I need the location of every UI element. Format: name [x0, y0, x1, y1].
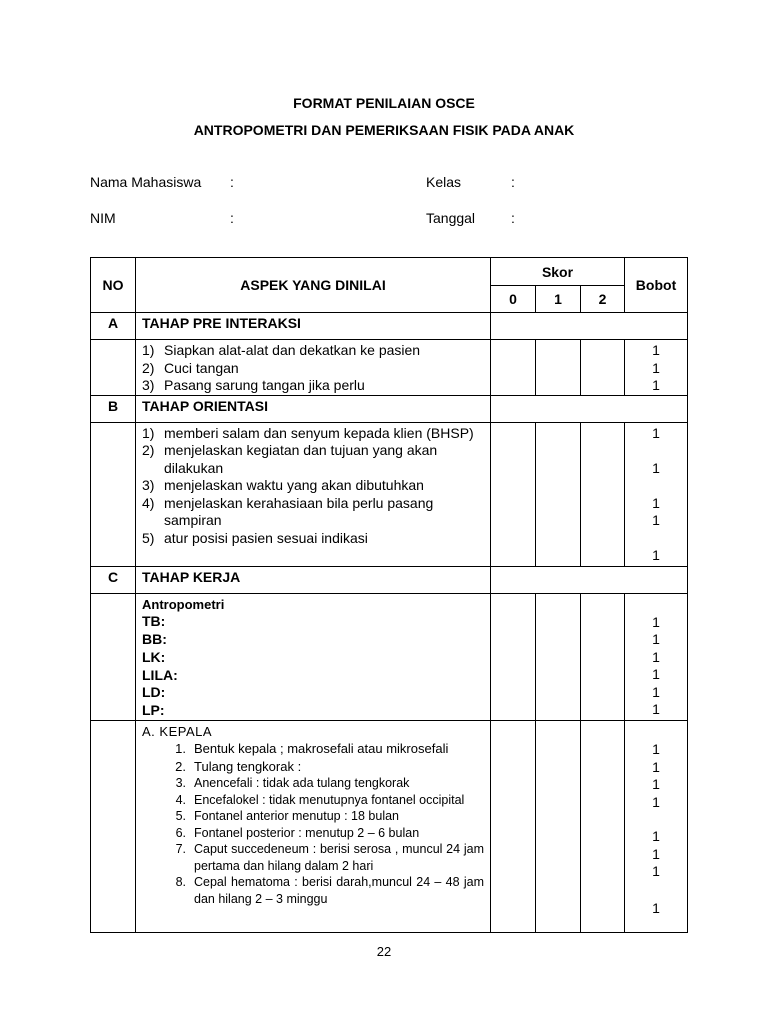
section-b-title: TAHAP ORIENTASI	[136, 395, 491, 422]
score-cell-1[interactable]	[536, 593, 581, 721]
list-item: 5. Fontanel anterior menutup : 18 bulan	[175, 809, 399, 824]
section-c-blank	[491, 566, 688, 593]
score-cell-1[interactable]	[536, 422, 581, 566]
kelas-colon: :	[511, 174, 515, 190]
list-item: LD:	[142, 684, 166, 701]
antropometri-weights: 1 1 1 1 1 1	[625, 593, 688, 721]
list-item: 2) menjelaskan kegiatan dan tujuan yang akan dilakukan	[142, 442, 438, 476]
list-item: 6. Fontanel posterior : menutup 2 – 6 bulan	[175, 825, 420, 840]
header-skor: Skor	[491, 258, 625, 286]
list-item: 1) memberi salam dan senyum kepada klien (BHSP)	[142, 424, 474, 441]
section-c-no: C	[91, 566, 136, 593]
score-cell-0[interactable]	[491, 340, 536, 396]
score-cell-2[interactable]	[581, 422, 625, 566]
section-b-items-row	[91, 422, 688, 566]
score-cell-1[interactable]	[536, 340, 581, 396]
kepala-items	[136, 721, 491, 933]
kelas-label: Kelas	[426, 174, 462, 190]
list-item: 4. Encefalokel : tidak menutupnya fontanel occipital	[175, 792, 465, 807]
list-item: 2) Cuci tangan	[142, 359, 239, 376]
list-item: 3. Anencefali : tidak ada tulang tengkorak	[175, 776, 410, 791]
antropometri-row	[91, 593, 688, 721]
form-title: FORMAT PENILAIAN OSCE	[293, 95, 475, 111]
section-a-title: TAHAP PRE INTERAKSI	[136, 313, 491, 340]
nim-colon: :	[230, 210, 234, 226]
section-a-items	[136, 340, 491, 396]
header-no: NO	[91, 258, 136, 313]
section-b-items	[136, 422, 491, 566]
score-cell-2[interactable]	[581, 340, 625, 396]
antropometri-no	[91, 593, 136, 721]
assessment-table	[90, 257, 688, 933]
score-cell-0[interactable]	[491, 721, 536, 933]
section-b-no: B	[91, 395, 136, 422]
list-item: 3) Pasang sarung tangan jika perlu	[142, 377, 365, 393]
section-b-row	[91, 395, 688, 422]
section-b-weights: 1 1 1 1 1	[625, 422, 688, 566]
section-a-weights: 1 1 1	[625, 340, 688, 396]
nim-label: NIM	[90, 210, 116, 226]
list-item: BB:	[142, 631, 167, 648]
header-bobot: Bobot	[625, 258, 688, 313]
header-skor-1: 1	[536, 286, 581, 313]
section-a-blank	[491, 313, 688, 340]
score-cell-2[interactable]	[581, 593, 625, 721]
header-skor-0: 0	[491, 286, 536, 313]
section-c-title: TAHAP KERJA	[136, 566, 491, 593]
list-item: TB:	[142, 613, 166, 630]
section-b-items-no	[91, 422, 136, 566]
list-item: 5) atur posisi pasien sesuai indikasi	[142, 529, 368, 546]
tanggal-label: Tanggal	[426, 210, 476, 226]
list-item: 3) menjelaskan waktu yang akan dibutuhkan	[142, 477, 424, 493]
kepala-row	[91, 721, 688, 933]
header-aspek: ASPEK YANG DINILAI	[136, 258, 491, 313]
score-cell-2[interactable]	[581, 721, 625, 933]
list-item: 4) menjelaskan kerahasiaan bila perlu pasang sampiran	[142, 494, 434, 528]
list-item: LP:	[142, 702, 165, 719]
list-item: 8. Cepal hematoma : berisi darah,muncul 24 – 48 jam dan hilang 2 – 3 minggu	[175, 875, 484, 906]
antropometri-items	[136, 593, 491, 721]
list-item: 1) Siapkan alat-alat dan dekatkan ke pasien	[142, 342, 421, 358]
section-a-no: A	[91, 313, 136, 340]
nama-colon: :	[230, 174, 234, 190]
antropometri-heading: Antropometri	[142, 596, 225, 612]
kepala-weights: 1 1 1 1 1 1 1 1	[625, 721, 688, 933]
header-skor-2: 2	[581, 286, 625, 313]
score-cell-0[interactable]	[491, 422, 536, 566]
kepala-no	[91, 721, 136, 933]
list-item: 1. Bentuk kepala ; makrosefali atau mikrosefali	[175, 741, 449, 757]
list-item: 7. Caput succedeneum : berisi serosa , muncul 24 jam pertama dan hilang dalam 2 hari	[175, 842, 484, 873]
tanggal-colon: :	[511, 210, 515, 226]
page-number: 22	[376, 944, 392, 959]
section-a-row	[91, 313, 688, 340]
section-a-items-no	[91, 340, 136, 396]
section-c-row	[91, 566, 688, 593]
kepala-heading: A. KEPALA	[142, 724, 213, 740]
nama-label: Nama Mahasiswa	[90, 174, 202, 190]
score-cell-0[interactable]	[491, 593, 536, 721]
section-a-items-row	[91, 340, 688, 396]
score-cell-1[interactable]	[536, 721, 581, 933]
list-item: LILA:	[142, 666, 178, 683]
list-item: 2. Tulang tengkorak :	[175, 758, 302, 774]
section-b-blank	[491, 395, 688, 422]
form-subtitle: ANTROPOMETRI DAN PEMERIKSAAN FISIK PADA ANAK	[193, 122, 575, 138]
list-item: LK:	[142, 648, 166, 665]
